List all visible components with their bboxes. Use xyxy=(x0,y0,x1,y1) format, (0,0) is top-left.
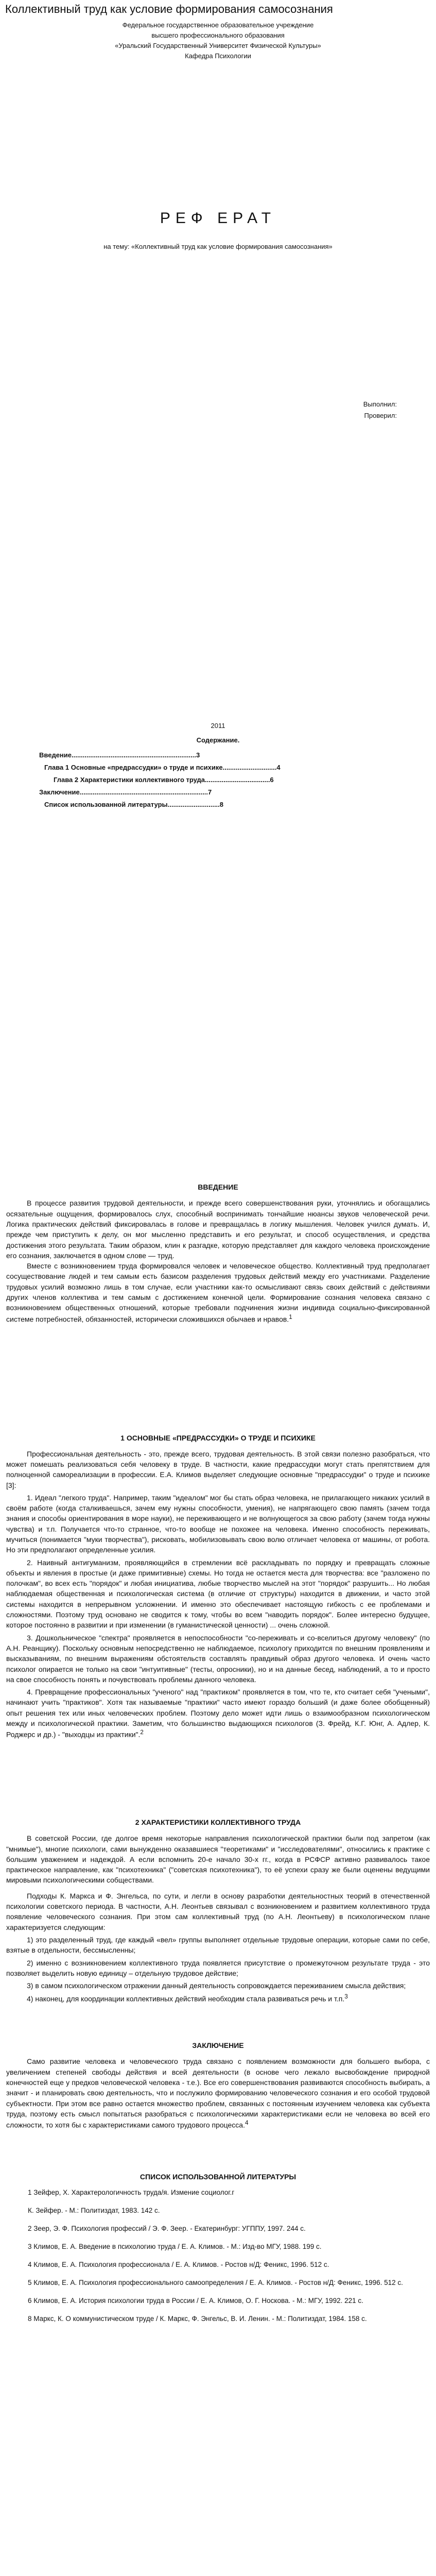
section-1-list-item: 2. Наивный антигуманизм, проявляющийся в стремлении всё раскладывать по порядку и превращать сложные объекты и явления в простые (и даже примитивные) схемы. Но тогда не остается места для творчества: все "разложено по полочкам", во всех есть "порядок" и любая инициатива, любые творчество мыслей на этот "порядок" разрушить... Но любая наблюдаемая общественная и психологическая система (в отличие от структуры) находится в движении, и часто этой системы находится в непрерывном усложнении. И именно это обеспечивает настоящую гибкость с ее проблемами и сложностями. Поэтому труд основано не сводится к тому, чтобы во всем "наводить порядок". Более интересно будущее, которое постоянно в развитии и при изменении (в гуманистической ценности) ... очень сложной. xyxy=(6,1558,430,1630)
literature-item: 3 Климов, Е. А. Введение в психологию труда / Е. А. Климов. - М.: Изд-во МГУ, 1988. 199 с. xyxy=(28,2242,322,2250)
literature-item: К. Зейфер. - М.: Политиздат, 1983. 142 с. xyxy=(28,2207,160,2215)
performed-by-label: Выполнил: xyxy=(363,400,397,408)
referat-title: РЕФ ЕРАТ xyxy=(160,210,276,227)
introduction-heading: ВВЕДЕНИЕ xyxy=(198,1183,238,1192)
literature-list xyxy=(3,2188,433,2324)
literature-item: 1 Зейфер, Х. Характерологичность труда/я. Измение социолог.г xyxy=(28,2189,235,2197)
toc-item-chapter-2: Глава 2 Характеристики коллективного труда...................................6 xyxy=(54,776,274,784)
referat-topic: на тему: «Коллективный труд как условие формирования самосознания» xyxy=(103,243,333,251)
footnote-marker: 1 xyxy=(289,1313,292,1320)
section-2-paragraph-2: Подходы К. Маркса и Ф. Энгельса, по сути, и легли в основу разработки деятельностных теорий в отечественной психологии советского периода. В частности, А.Н. Леонтьев связывал с возникновением и развитием коллективного труда появление человеческого сознания. При этом сам коллективный труд (по А.Н. Леонтьеву) в психологическом плане характеризуется следующим: xyxy=(6,1891,430,1931)
institution-line-3: «Уральский Государственный Университет Физической Культуры» xyxy=(115,41,321,49)
section-1-paragraph: Профессиональная деятельность - это, прежде всего, трудовая деятельность. В этой связи полезно разобраться, что может помешать реализоваться себя человеку в труде. В частности, какие предрассудки могут стать препятствием для полноценной самореализации в профессии. Е.А. Климов выделяет следующие основные "предрассудки" о труде и психике [3]: xyxy=(6,1449,430,1489)
introduction-paragraph-2 xyxy=(3,1261,433,1324)
footnote-marker: 3 xyxy=(344,1993,348,2001)
section-2-list-item: 2) именно с возникновением коллективного труда появляется присутствие о промежуточном результате труда - это позволяет выделить новую единицу – отдельную трудовое действие; xyxy=(6,1958,430,1977)
toc-heading: Содержание. xyxy=(196,736,240,744)
footnote-marker: 2 xyxy=(140,1729,144,1736)
institution-header xyxy=(3,20,433,62)
conclusion-paragraph xyxy=(3,2056,433,2130)
toc-item-literature: Список использованной литературы............................8 xyxy=(44,801,224,809)
introduction-paragraph-1: В процессе развития трудовой деятельности, и прежде всего совершенствования руки, уточнялись и обогащались осязательные ощущения, формировалось слух, способный воспринимать тончайшие нюансы звуков человеческой речи. Логика практических действий фиксировалась в голове и превращалась в логику мышления. Человек учился думать. И, прежде чем приступить к делу, он мог мысленно представить и его результат, и способ осуществления, и средства достижения этого результата. Таким образом, клин к разгадке, которую представляет для каждого человека происхождение его сознания, заключается в одном слове — труд. xyxy=(6,1199,430,1260)
section-1-heading: 1 ОСНОВНЫЕ «ПРЕДРАССУДКИ» О ТРУДЕ И ПСИХИКЕ xyxy=(120,1433,316,1442)
toc-item-conclusion: Заключение.....................................................................7 xyxy=(39,788,212,796)
department-line: Кафедра Психологии xyxy=(185,52,251,60)
section-1-list-item: 3. Дошкольническое "спектра" проявляется в непоспособности "со-переживать и со-вселиться другому человеку" (по А.Н. Реанщику). Поскольку основным непосредственно не наблюдаемое, психологу приходится по внешним проявлениям и высказываниям, по внешним выражениям обстоятельств составлять правдивый образ другого человека. И очень часто психолог опирается не только на свои "интуитивные" (тесты, опросники), но и на данные бесед, наблюдений, а то и просто на свое способность понять и почувствовать проблемы данного человека. xyxy=(6,1633,430,1684)
toc-item-introduction: Введение...................................................................3 xyxy=(39,751,200,759)
document-title: Коллективный труд как условие формирования самосознания xyxy=(5,3,333,15)
section-2-paragraph-1: В советской России, где долгое время некоторые направления психологической практики были под запретом (как "мнимые"), многие психологи, сами вынужденно оказавшиеся "теоретиками" и "исследователями", относились к практике с большим уважением и надеждой. А если вспомнить 20-е начало 30-х гг., когда в РСФСР активно развивалось такое практическое направление, как "психотехника" ("советская психотехника"), то её успехи сразу же были оценены ведущими мировыми психологическими собществами. xyxy=(6,1834,430,1885)
conclusion-paragraph-text: Само развитие человека и человеческого труда связано с появлением возможности для большего выбора, с увеличением степеней свободы действия и всей деятельности (в основе чего лежало высвобождение природной конечностей еще у предков человеческой человека - т.е.). Все его совершенствования развиваются способность выбирать, а значит - и планировать свою деятельность, что и послужило формированию человеческого сознания и его особой трудовой субъектности. При этом все равно остается множество проблем, связанных с постоянным изучением человека как субъекта труда, поэтому есть смысл попытаться разобраться с психологическими характеристиками если не человека во всей его сложности, то хотя бы с характеристиками самого трудового процесса. xyxy=(6,2057,430,2129)
conclusion-heading: ЗАКЛЮЧЕНИЕ xyxy=(192,2041,244,2050)
literature-heading: СПИСОК ИСПОЛЬЗОВАННОЙ ЛИТЕРАТУРЫ xyxy=(139,2173,297,2181)
toc-item-chapter-1: Глава 1 Основные «предрассудки» о труде и психике.............................4 xyxy=(44,764,281,772)
literature-item: 6 Климов, Е. А. История психологии труда в России / Е. А. Климов, О. Г. Носкова. - М.: МГУ, 1992. 221 с. xyxy=(28,2296,363,2304)
footnote-marker: 4 xyxy=(245,2120,249,2127)
literature-item: 5 Климов, Е. А. Психология профессионального самоопределения / Е. А. Климов. - Ростов н/Д: Феникс, 1996. 512 с. xyxy=(28,2278,403,2286)
section-2-heading: 2 ХАРАКТЕРИСТИКИ КОЛЛЕКТИВНОГО ТРУДА xyxy=(135,1818,301,1827)
signature-block xyxy=(3,399,433,422)
year-label: 2011 xyxy=(211,722,225,730)
literature-item: 4 Климов, Е. А. Психология профессионала / Е. А. Климов. - Ростов н/Д: Феникс, 1996. 512 с. xyxy=(28,2260,329,2268)
section-1-list-item: 1. Идеал "легкого труда". Например, таким "идеалом" мог бы стать образ человека, не прилагающего никаких усилий в своём работе (когда сталкиваешься, зачем ему нужны способности, умения), не напрягающего свою память (зачем тогда знания и способы ориентирования в море науки), не переживающего и не волнующегося за свою работу (зачем тогда нужны чувства) и т.п. Получается что-то странное, что-то вообще не похожее на человека. Именно способность переживать, мучиться (понимается "муки творчества"), рисковать, мобилизовывать свою волю отличает человека от машины, от робота. Но эти предполагают определенные усилия. xyxy=(6,1493,430,1554)
literature-item: 2 Зеер, Э. Ф. Психология профессий / Э. Ф. Зеер. - Екатеринбург: УГППУ, 1997. 244 с. xyxy=(28,2224,306,2232)
section-2-list-item: 1) это разделенный труд, где каждый «вел» группы выполняет отдельные трудовые операции, которые сами по себе, взятые в отдельности, бессмысленны; xyxy=(6,1935,430,1955)
section-1-list-item-text: 4. Превращение профессиональных "ученого" над "практиком" проявляется в том, что те, кто считает себя "учеными", начинают учить "практиков". Хотя так называемые "практики" часто имеют гораздо больший (и даже более обобщенный) опыт решения тех или иных человеческих проблем. Поэтому дело может идти лишь о взаимообразном психологическом между и психологической практики. Заметим, что большинство выдающихся психологов (З. Фрейд, К.Г. Юнг, А. Адлер, К. Роджерс и др.) - "выходцы из практики". xyxy=(6,1688,430,1739)
section-2-list-item-text: 4) наконец, для координации коллективных действий необходим стала развиваться речь и т.п. xyxy=(27,1995,345,2004)
section-1-list-item xyxy=(3,1687,433,1740)
introduction-paragraph-2-text: Вместе с возникновением труда формировался человек и человеческое общество. Коллективный труд предполагает сосуществование людей и тем самым есть базисом разделения трудовых действий между его участниками. Разделение трудовых усилий возможно лишь в том случае, если участники как-то осмысливают связь своих действий с действиями других членов коллектива и тем самым с достижением конечной цели. Формирование сознания человека связано с возникновением общественных отношений, которые требовали подчинения жизни индивида социально-фиксированной системе потребностей, обязанностей, исторически сложившихся обычаев и нравов. xyxy=(6,1262,430,1324)
checked-by-label: Проверил: xyxy=(364,412,397,420)
section-2-list-item: 3) в самом психологическом отражении данный деятельность сопровождается переживанием смысла действия; xyxy=(27,1981,406,1990)
institution-line-1: Федеральное государственное образовательное учреждение xyxy=(122,21,314,29)
section-2-list-item xyxy=(3,1993,433,2004)
literature-item: 8 Маркс, К. О коммунистическом труде / К. Маркс, Ф. Энгельс, В. И. Ленин. - М.: Политиздат, 1984. 158 с. xyxy=(28,2314,367,2323)
institution-line-2: высшего профессионального образования xyxy=(151,31,285,39)
table-of-contents xyxy=(3,749,433,811)
